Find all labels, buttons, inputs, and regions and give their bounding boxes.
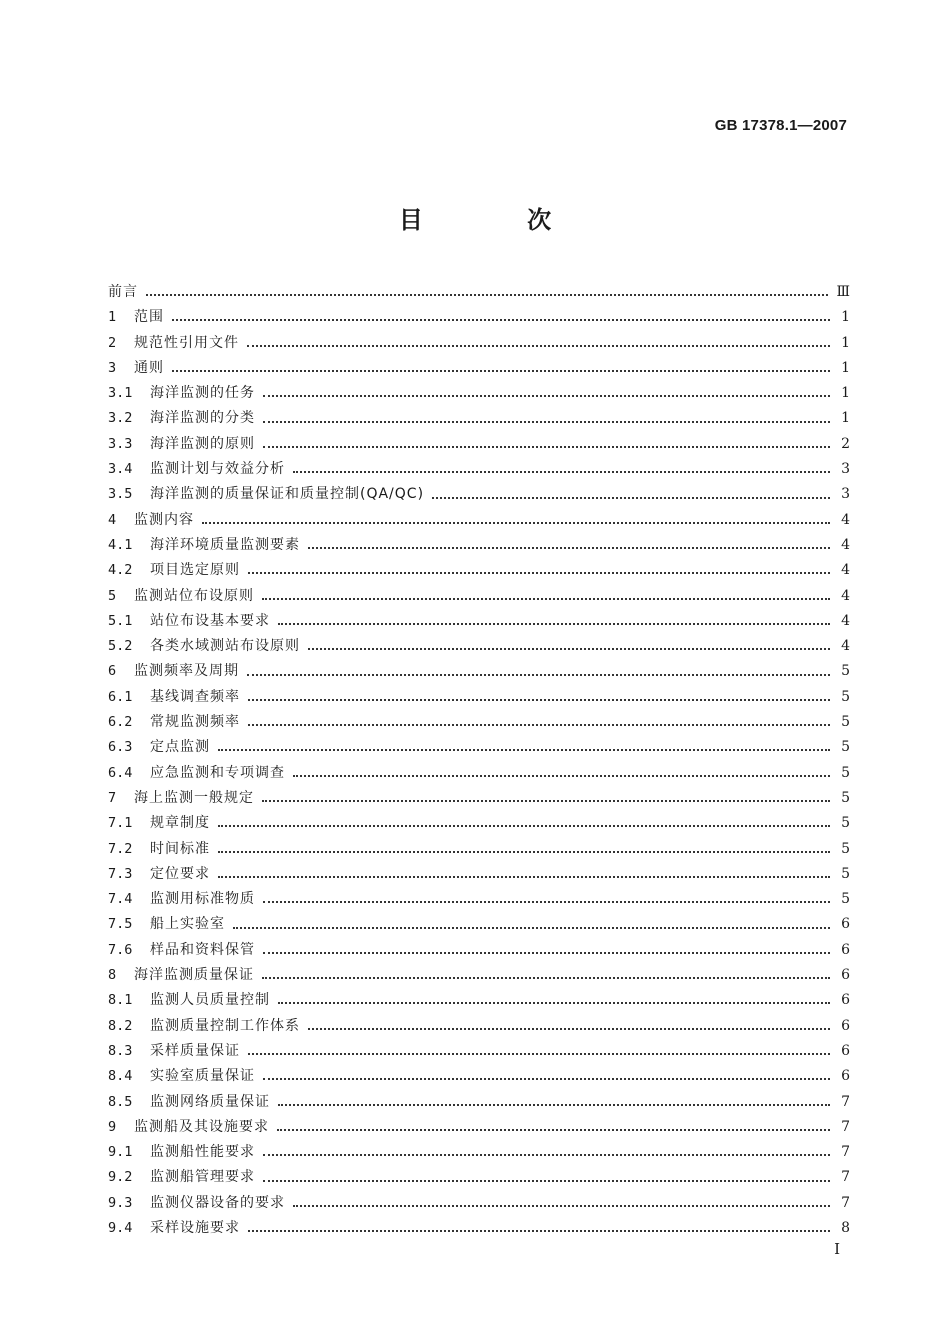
toc-dot-leader xyxy=(248,1052,830,1055)
toc-dot-leader xyxy=(308,546,830,549)
toc-page-number: 7 xyxy=(841,1144,850,1161)
toc-section-title: 采样设施要求 xyxy=(150,1219,240,1236)
toc-dot-leader xyxy=(277,1128,830,1131)
toc-entry[interactable] xyxy=(108,786,850,811)
toc-entry[interactable] xyxy=(108,862,850,887)
toc-section-number: 9.1 xyxy=(108,1144,133,1161)
toc-page-number: 7 xyxy=(841,1194,850,1211)
toc-entry[interactable] xyxy=(108,609,850,634)
toc-section-title: 项目选定原则 xyxy=(150,562,240,579)
toc-page-number: 5 xyxy=(841,688,850,705)
toc-section-title: 监测船管理要求 xyxy=(150,1169,255,1186)
toc-entry[interactable] xyxy=(108,280,850,305)
toc-section-number: 8.4 xyxy=(108,1068,133,1085)
toc-section-number: 7.6 xyxy=(108,941,133,958)
toc-dot-leader xyxy=(248,571,830,574)
toc-page-number: 4 xyxy=(841,562,850,579)
toc-entry[interactable] xyxy=(108,1165,850,1190)
toc-section-title: 范围 xyxy=(134,309,164,326)
toc-section-title: 监测船及其设施要求 xyxy=(134,1118,269,1135)
toc-entry[interactable] xyxy=(108,584,850,609)
toc-page-number: 5 xyxy=(841,891,850,908)
toc-section-title: 站位布设基本要求 xyxy=(150,612,270,629)
toc-entry[interactable] xyxy=(108,1090,850,1115)
toc-page-number: 5 xyxy=(841,764,850,781)
toc-dot-leader xyxy=(146,293,828,296)
toc-entry[interactable] xyxy=(108,432,850,457)
toc-entry[interactable] xyxy=(108,735,850,760)
toc-section-number: 8.5 xyxy=(108,1093,133,1110)
toc-section-title: 监测船性能要求 xyxy=(150,1144,255,1161)
toc-section-number: 6.4 xyxy=(108,764,133,781)
toc-section-number: 6 xyxy=(108,663,117,680)
toc-section-title: 监测人员质量控制 xyxy=(150,992,270,1009)
toc-entry[interactable] xyxy=(108,508,850,533)
toc-section-title: 规章制度 xyxy=(150,815,210,832)
toc-section-number: 3.3 xyxy=(108,435,133,452)
toc-entry[interactable] xyxy=(108,305,850,330)
toc-page-number: 1 xyxy=(841,359,850,376)
toc-entry[interactable] xyxy=(108,1216,850,1241)
toc-page-number: 7 xyxy=(841,1169,850,1186)
toc-dot-leader xyxy=(263,1153,830,1156)
toc-page-number: 5 xyxy=(841,714,850,731)
toc-section-title: 海洋监测的质量保证和质量控制(QA/QC) xyxy=(150,486,425,503)
toc-section-title: 海洋环境质量监测要素 xyxy=(150,536,300,553)
toc-entry[interactable] xyxy=(108,482,850,507)
toc-section-number: 7.2 xyxy=(108,840,133,857)
toc-entry[interactable] xyxy=(108,558,850,583)
toc-entry[interactable] xyxy=(108,381,850,406)
toc-page-number: 4 xyxy=(841,638,850,655)
toc-page-number: 4 xyxy=(841,612,850,629)
toc-dot-leader xyxy=(293,1204,830,1207)
toc-entry[interactable] xyxy=(108,1039,850,1064)
toc-section-number: 9 xyxy=(108,1118,117,1135)
toc-section-title: 实验室质量保证 xyxy=(150,1068,255,1085)
toc-section-title: 海洋监测的分类 xyxy=(150,410,255,427)
toc-page-number: 6 xyxy=(841,941,850,958)
toc-section-title: 定位要求 xyxy=(150,865,210,882)
toc-section-number: 3 xyxy=(108,359,117,376)
toc-entry[interactable] xyxy=(108,1115,850,1140)
toc-section-number: 6.3 xyxy=(108,739,133,756)
toc-dot-leader xyxy=(263,1179,830,1182)
toc-dot-leader xyxy=(308,1027,830,1030)
toc-page-number: 3 xyxy=(841,486,850,503)
toc-entry[interactable] xyxy=(108,1191,850,1216)
toc-section-title: 规范性引用文件 xyxy=(134,334,239,351)
toc-dot-leader xyxy=(248,723,830,726)
toc-dot-leader xyxy=(278,1001,830,1004)
toc-section-number: 5.1 xyxy=(108,612,133,629)
toc-section-number: 8.3 xyxy=(108,1042,133,1059)
toc-page-number: 8 xyxy=(841,1219,850,1236)
toc-dot-leader xyxy=(247,673,830,676)
toc-entry[interactable] xyxy=(108,1140,850,1165)
toc-section-title: 前言 xyxy=(108,284,138,300)
toc-section-number: 6.1 xyxy=(108,688,133,705)
toc-section-number: 7 xyxy=(108,789,117,806)
toc-dot-leader xyxy=(263,394,830,397)
toc-dot-leader xyxy=(172,318,830,321)
toc-section-number: 8.2 xyxy=(108,1017,133,1034)
toc-entry[interactable] xyxy=(108,837,850,862)
toc-section-title: 各类水域测站布设原则 xyxy=(150,638,300,655)
toc-dot-leader xyxy=(263,951,830,954)
toc-section-number: 3.4 xyxy=(108,461,133,478)
toc-dot-leader xyxy=(263,1077,830,1080)
toc-section-title: 海洋监测质量保证 xyxy=(134,967,254,984)
standard-code: GB 17378.1—2007 xyxy=(714,117,847,134)
toc-section-title: 常规监测频率 xyxy=(150,714,240,731)
toc-dot-leader xyxy=(262,597,830,600)
toc-section-title: 基线调查频率 xyxy=(150,688,240,705)
toc-page-number: 1 xyxy=(841,334,850,351)
toc-section-number: 3.1 xyxy=(108,385,133,402)
toc-page-number: 5 xyxy=(841,865,850,882)
toc-page-number: 7 xyxy=(841,1093,850,1110)
toc-dot-leader xyxy=(293,774,830,777)
toc-page-number: 6 xyxy=(841,1042,850,1059)
toc-section-number: 9.3 xyxy=(108,1194,133,1211)
toc-entry[interactable] xyxy=(108,761,850,786)
toc-entry[interactable] xyxy=(108,811,850,836)
toc-section-title: 监测内容 xyxy=(134,511,194,528)
toc-entry[interactable] xyxy=(108,331,850,356)
toc-section-number: 3.5 xyxy=(108,486,133,503)
toc-dot-leader xyxy=(278,622,830,625)
toc-section-title: 样品和资料保管 xyxy=(150,941,255,958)
toc-section-number: 3.2 xyxy=(108,410,133,427)
toc-entry[interactable] xyxy=(108,685,850,710)
toc-dot-leader xyxy=(262,799,830,802)
toc-dot-leader xyxy=(202,521,830,524)
toc-entry[interactable] xyxy=(108,406,850,431)
toc-dot-leader xyxy=(248,698,830,701)
toc-dot-leader xyxy=(218,850,830,853)
toc-page-number: 6 xyxy=(841,992,850,1009)
toc-section-number: 4 xyxy=(108,511,117,528)
toc-page-number: 6 xyxy=(841,1017,850,1034)
toc-section-title: 时间标准 xyxy=(150,840,210,857)
toc-section-number: 7.3 xyxy=(108,865,133,882)
toc-page-number: 6 xyxy=(841,967,850,984)
toc-section-title: 海洋监测的任务 xyxy=(150,385,255,402)
toc-dot-leader xyxy=(278,1103,830,1106)
toc-page-number: 5 xyxy=(841,840,850,857)
toc-section-title: 应急监测和专项调查 xyxy=(150,764,285,781)
toc-entry[interactable] xyxy=(108,988,850,1013)
toc-entry[interactable] xyxy=(108,1064,850,1089)
toc-dot-leader xyxy=(308,647,830,650)
toc-page-number: 7 xyxy=(841,1118,850,1135)
page-title: 目 次 xyxy=(398,206,600,234)
toc-section-number: 5.2 xyxy=(108,638,133,655)
toc-page-number: 5 xyxy=(841,789,850,806)
toc-section-number: 9.4 xyxy=(108,1219,133,1236)
toc-section-title: 监测质量控制工作体系 xyxy=(150,1017,300,1034)
toc-entry[interactable] xyxy=(108,634,850,659)
toc-dot-leader xyxy=(247,344,830,347)
toc-page-number: 3 xyxy=(841,461,850,478)
toc-entry[interactable] xyxy=(108,963,850,988)
toc-section-number: 4.2 xyxy=(108,562,133,579)
toc-entry[interactable] xyxy=(108,912,850,937)
toc-dot-leader xyxy=(218,875,830,878)
toc-entry[interactable] xyxy=(108,1014,850,1039)
toc-section-title: 监测频率及周期 xyxy=(134,663,239,680)
toc-page-number: 5 xyxy=(841,739,850,756)
toc-page-number: 1 xyxy=(841,309,850,326)
toc-page-number: 4 xyxy=(841,536,850,553)
toc-dot-leader xyxy=(263,900,830,903)
toc-section-number: 6.2 xyxy=(108,714,133,731)
toc-section-number: 4.1 xyxy=(108,536,133,553)
toc-dot-leader xyxy=(248,1229,830,1232)
table-of-contents xyxy=(108,280,850,1241)
toc-dot-leader xyxy=(263,420,830,423)
toc-entry[interactable] xyxy=(108,938,850,963)
toc-section-title: 通则 xyxy=(134,359,164,376)
toc-dot-leader xyxy=(218,824,830,827)
toc-page-number: 1 xyxy=(841,410,850,427)
toc-section-title: 定点监测 xyxy=(150,739,210,756)
toc-entry[interactable] xyxy=(108,887,850,912)
toc-entry[interactable] xyxy=(108,659,850,684)
toc-section-number: 7.5 xyxy=(108,916,133,933)
toc-dot-leader xyxy=(263,445,830,448)
toc-section-number: 7.4 xyxy=(108,891,133,908)
footer-page-number: I xyxy=(834,1240,840,1258)
toc-section-number: 7.1 xyxy=(108,815,133,832)
toc-section-title: 监测站位布设原则 xyxy=(134,587,254,604)
toc-section-title: 海洋监测的原则 xyxy=(150,435,255,452)
toc-entry[interactable] xyxy=(108,457,850,482)
toc-entry[interactable] xyxy=(108,710,850,735)
toc-section-number: 8 xyxy=(108,967,117,984)
toc-page-number: 1 xyxy=(841,385,850,402)
toc-page-number: 4 xyxy=(841,587,850,604)
toc-section-number: 8.1 xyxy=(108,992,133,1009)
toc-dot-leader xyxy=(432,496,830,499)
toc-section-title: 监测仪器设备的要求 xyxy=(150,1194,285,1211)
toc-section-title: 采样质量保证 xyxy=(150,1042,240,1059)
toc-page-number: Ⅲ xyxy=(836,284,850,300)
toc-section-number: 1 xyxy=(108,309,117,326)
toc-section-title: 监测用标准物质 xyxy=(150,891,255,908)
toc-dot-leader xyxy=(233,926,830,929)
toc-entry[interactable] xyxy=(108,356,850,381)
toc-section-number: 2 xyxy=(108,334,117,351)
toc-page-number: 5 xyxy=(841,815,850,832)
toc-dot-leader xyxy=(293,470,830,473)
toc-section-number: 9.2 xyxy=(108,1169,133,1186)
toc-dot-leader xyxy=(262,976,830,979)
toc-section-title: 监测网络质量保证 xyxy=(150,1093,270,1110)
toc-page-number: 6 xyxy=(841,1068,850,1085)
toc-section-title: 监测计划与效益分析 xyxy=(150,461,285,478)
toc-dot-leader xyxy=(172,369,830,372)
toc-section-title: 海上监测一般规定 xyxy=(134,789,254,806)
toc-entry[interactable] xyxy=(108,533,850,558)
toc-page-number: 2 xyxy=(841,435,850,452)
toc-page-number: 6 xyxy=(841,916,850,933)
toc-page-number: 5 xyxy=(841,663,850,680)
toc-section-title: 船上实验室 xyxy=(150,916,225,933)
toc-dot-leader xyxy=(218,748,830,751)
toc-page-number: 4 xyxy=(841,511,850,528)
toc-section-number: 5 xyxy=(108,587,117,604)
